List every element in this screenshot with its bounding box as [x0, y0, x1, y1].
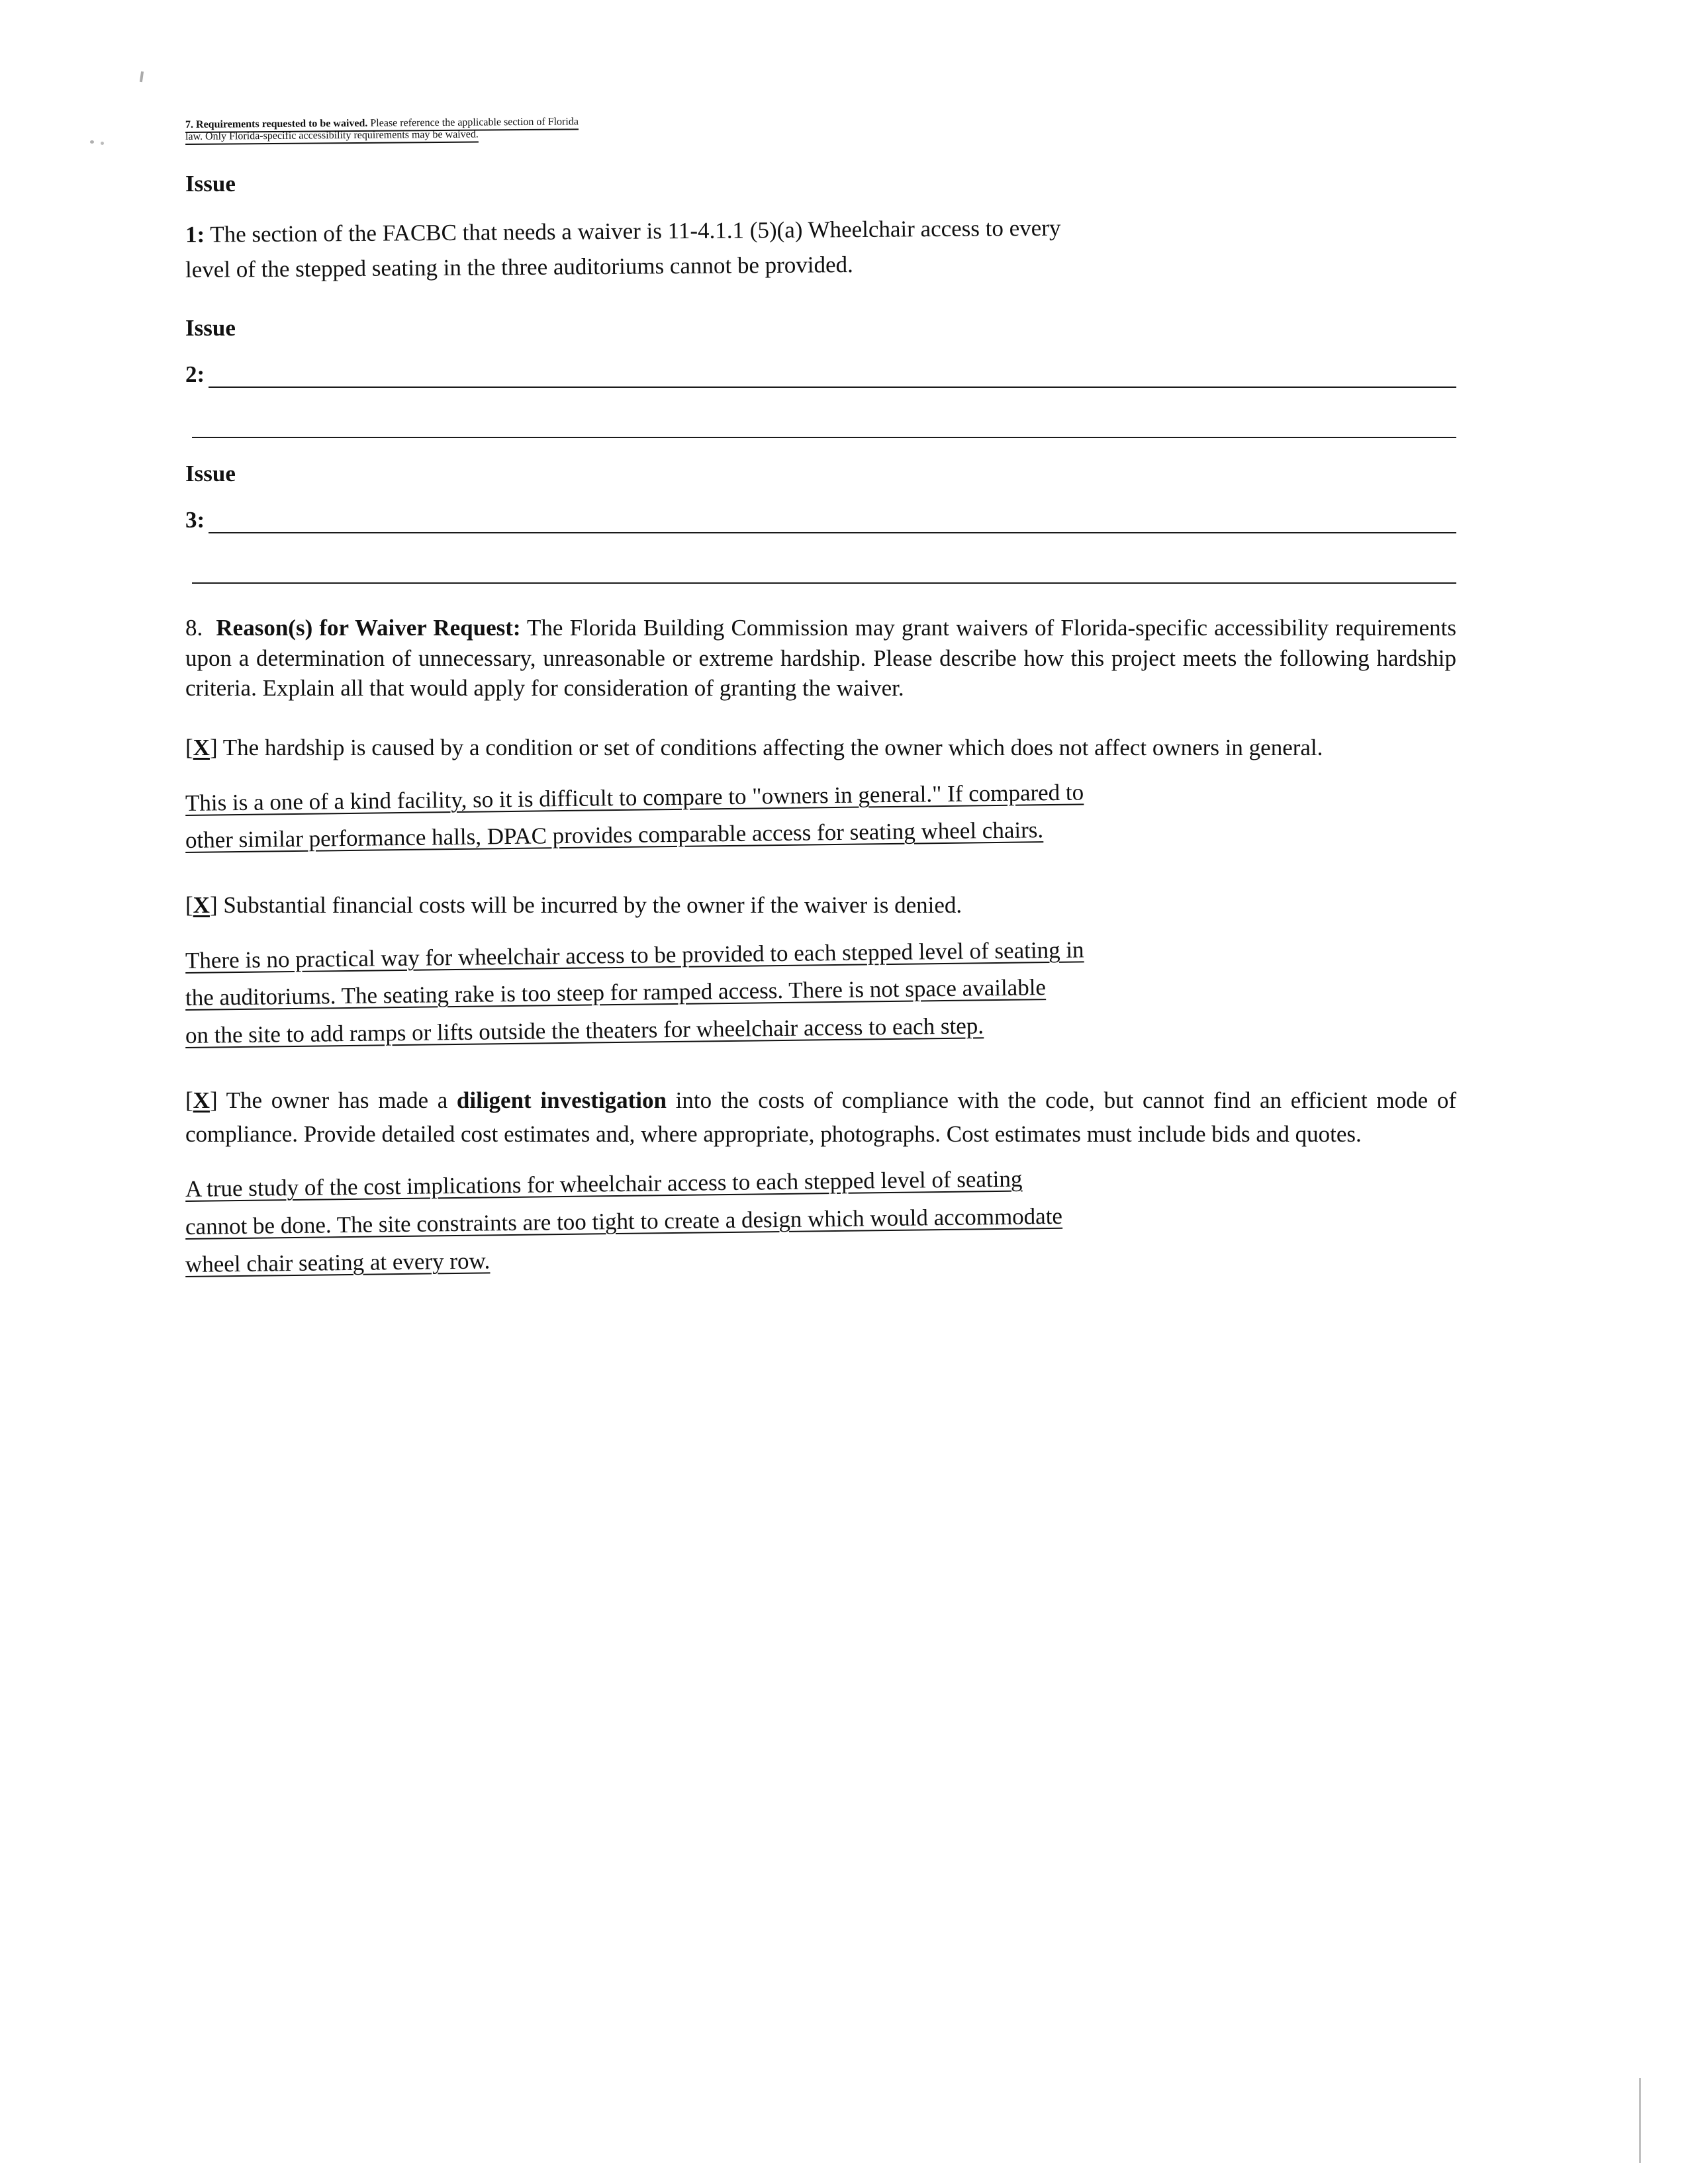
- issue-3-number: 3:: [185, 507, 205, 533]
- issue-1-label: Issue: [185, 171, 236, 197]
- criterion-2: [185, 889, 1456, 923]
- issue-3-input-line-2[interactable]: [192, 563, 1456, 584]
- issue-3-block: [185, 461, 1456, 584]
- criterion-2-answer: [185, 936, 1456, 1055]
- section-8-heading-bold: Reason(s) for Waiver Request:: [216, 615, 521, 641]
- criterion-2-bracket-close: ]: [209, 892, 218, 918]
- issue-1-text-line-1: The section of the FACBC that needs a waiver is 11-4.1.1 (5)(a) Wheelchair access to every: [205, 214, 1061, 248]
- issue-2-input-line-2[interactable]: [192, 417, 1456, 438]
- issue-2-number: 2:: [185, 361, 205, 388]
- criterion-1-answer-line-1: This is a one of a kind facility, so it is difficult to compare to "owners in general." If compared to: [185, 779, 1084, 816]
- criterion-1: [185, 731, 1456, 765]
- section-7-heading-line-2: law. Only Florida-specific accessibility requirements may be waived.: [185, 128, 479, 142]
- criterion-3-bracket-open: [: [185, 1087, 193, 1113]
- criterion-3-answer: [185, 1165, 1456, 1283]
- section-8-heading: [185, 613, 1456, 704]
- issue-3-input-row[interactable]: [185, 507, 1456, 533]
- criterion-1-check-mark: X: [193, 734, 210, 760]
- criterion-3-bracket-close: ]: [209, 1087, 218, 1113]
- section-7-heading-rest: Please reference the applicable section of Florida: [367, 116, 579, 129]
- scan-artifact-edge-icon: [1639, 2078, 1641, 2163]
- scan-artifact-tick-icon: [140, 71, 144, 82]
- criterion-2-bracket-open: [: [185, 892, 193, 918]
- section-8-body: The Florida Building Commission may grant waivers of Florida-specific accessibility requirements upon a determination of unnecessary, unreasonable or extreme hardship. Please describe how this project meets the following hardship criteria. Explain all that would apply for consideration of granting the waiver.: [185, 615, 1456, 702]
- criterion-1-answer-line-2: other similar performance halls, DPAC provides comparable access for seating wheel chairs.: [185, 817, 1044, 854]
- criterion-2-check-mark: X: [193, 892, 210, 918]
- criterion-3-text-after: into the costs of compliance with the code, but cannot find an efficient mode of compliance. Provide detailed cost estimates and, where appropriate, photographs. Cost estimates must include bids and quotes.: [185, 1087, 1456, 1147]
- issue-2-input-row[interactable]: [185, 361, 1456, 388]
- section-7-heading: [185, 116, 1456, 143]
- issue-1-number: 1:: [185, 221, 205, 248]
- criterion-3-answer-line-1: A true study of the cost implications for wheelchair access to each stepped level of seating: [185, 1165, 1023, 1203]
- document-body: [185, 116, 1456, 1312]
- issue-1-answer-line-2: level of the stepped seating in the three auditoriums cannot be provided.: [185, 251, 853, 283]
- section-7-heading-bold: 7. Requirements requested to be waived.: [185, 117, 368, 130]
- criterion-1-bracket-close: ]: [209, 734, 218, 760]
- issue-1-block: [185, 171, 1456, 287]
- criterion-1-bracket-open: [: [185, 734, 193, 760]
- issue-1-answer: [185, 214, 1456, 287]
- criterion-1-checkbox[interactable]: [185, 735, 218, 760]
- criterion-1-text: The hardship is caused by a condition or set of conditions affecting the owner which does not affect owners in general.: [217, 734, 1323, 760]
- criterion-2-answer-line-3: on the site to add ramps or lifts outside the theaters for wheelchair access to each step.: [185, 1013, 984, 1049]
- scan-artifact-dot-icon: [90, 140, 94, 144]
- criterion-3-checkbox[interactable]: [185, 1087, 218, 1113]
- criterion-2-checkbox[interactable]: [185, 892, 218, 918]
- criterion-3: [185, 1084, 1456, 1152]
- issue-2-input-line-1[interactable]: [209, 367, 1456, 388]
- issue-2-label: Issue: [185, 315, 236, 341]
- section-8-number: 8.: [185, 615, 203, 641]
- criterion-2-text: Substantial financial costs will be incurred by the owner if the waiver is denied.: [217, 892, 962, 918]
- criterion-3-answer-line-2: cannot be done. The site constraints are too tight to create a design which would accommodate: [185, 1203, 1063, 1240]
- issue-3-label: Issue: [185, 461, 236, 487]
- criterion-3-text-before: The owner has made a: [217, 1087, 457, 1113]
- criterion-1-answer: [185, 779, 1456, 860]
- issue-3-input-line-1[interactable]: [209, 512, 1456, 533]
- scan-artifact-dot-icon: [101, 142, 104, 145]
- criterion-3-check-mark: X: [193, 1087, 210, 1113]
- criterion-3-answer-line-3: wheel chair seating at every row.: [185, 1248, 491, 1277]
- issue-2-block: [185, 315, 1456, 438]
- criterion-2-answer-line-1: There is no practical way for wheelchair access to be provided to each stepped level of seating in: [185, 936, 1084, 974]
- criterion-3-text-bold: diligent investigation: [456, 1087, 667, 1113]
- criterion-2-answer-line-2: the auditoriums. The seating rake is too steep for ramped access. There is not space available: [185, 974, 1047, 1011]
